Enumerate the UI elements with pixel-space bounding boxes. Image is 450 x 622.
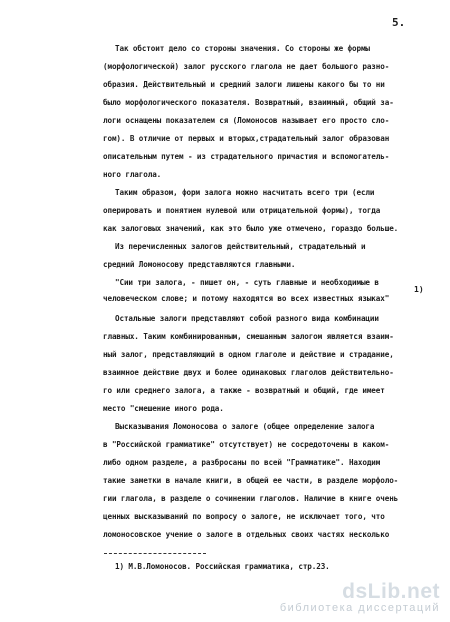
text-line: описательным путем - из страдательного причастия и вспомогатель- <box>103 152 390 161</box>
watermark-brand: dsLib.net <box>342 580 440 603</box>
text-line: ломоносовское учение о залоге в отдельных своих частях несколько <box>103 530 390 539</box>
watermark-tagline: библиотека диссертаций <box>279 602 440 614</box>
text-line: Остальные залоги представляют собой разного вида комбинации <box>115 314 379 323</box>
text-line: человеческом слове; и потому находятся во всех известных языках" <box>103 294 390 303</box>
footnote-text: 1) М.В.Ломоносов. Российская грамматика, стр.23. <box>115 562 330 571</box>
text-line: оперировать и понятием нулевой или отрицательной формы), тогда <box>103 206 381 215</box>
text-line: средний Ломоносову представляются главными. <box>103 260 296 269</box>
text-line: главных. Таким комбинированным, смешанным залогом является взаим- <box>103 332 394 341</box>
text-line: как залоговых значений, как это было уже отмечено, гораздо больше. <box>103 224 399 233</box>
text-line: "Сии три залога, - пишет он, - суть главные и необходимые в <box>115 278 379 287</box>
text-line: в "Российской грамматике" отсутствует) не сосредоточены в каком- <box>103 440 390 449</box>
text-line: логи оснащены показателем ся (Ломоносов называет его просто сло- <box>103 116 390 125</box>
text-line: либо одном разделе, а разбросаны по всей "Грамматике". Находим <box>103 458 381 467</box>
text-line: Высказывания Ломоносова о залоге (общее определение залога <box>115 422 375 431</box>
text-line: Так обстоит дело со стороны значения. Со стороны же формы <box>115 44 370 53</box>
page-number: 5. <box>392 16 406 29</box>
text-line: такие заметки в начале книги, в общей ее части, в разделе морфоло- <box>103 476 399 485</box>
text-line: го или среднего залога, а также - возвратный и общий, где имеет <box>103 386 385 395</box>
text-line: гии глагола, в разделе о сочинении глаголов. Наличие в книге очень <box>103 494 399 503</box>
text-line: было морфологического показателя. Возвратный, взаимный, общий за- <box>103 98 394 107</box>
watermark <box>250 580 440 614</box>
text-line: образия. Действительный и средний залоги лишены какого бы то ни <box>103 80 385 89</box>
text-line: Таким образом, форм залога можно насчитать всего три (если <box>115 188 375 197</box>
text-line: ный залог, представляющий в одном глаголе и действие и страдание, <box>103 350 394 359</box>
text-line: взаимное действие двух и более одинаковых глаголов действительно- <box>103 368 394 377</box>
text-line: Из перечисленных залогов действительный, страдательный и <box>115 242 366 251</box>
text-line: ного глагола. <box>103 170 162 179</box>
text-line: (морфологической) залог русского глагола не дает большого разно- <box>103 62 390 71</box>
footnote-marker: 1) <box>414 285 424 294</box>
footnote-divider <box>104 553 206 554</box>
text-line: место "смешение иного рода. <box>103 404 224 413</box>
text-line: гом). В отличие от первых и вторых,страдательный залог образован <box>103 134 390 143</box>
text-line: ценных высказываний по вопросу о залоге, не исключает того, что <box>103 512 385 521</box>
